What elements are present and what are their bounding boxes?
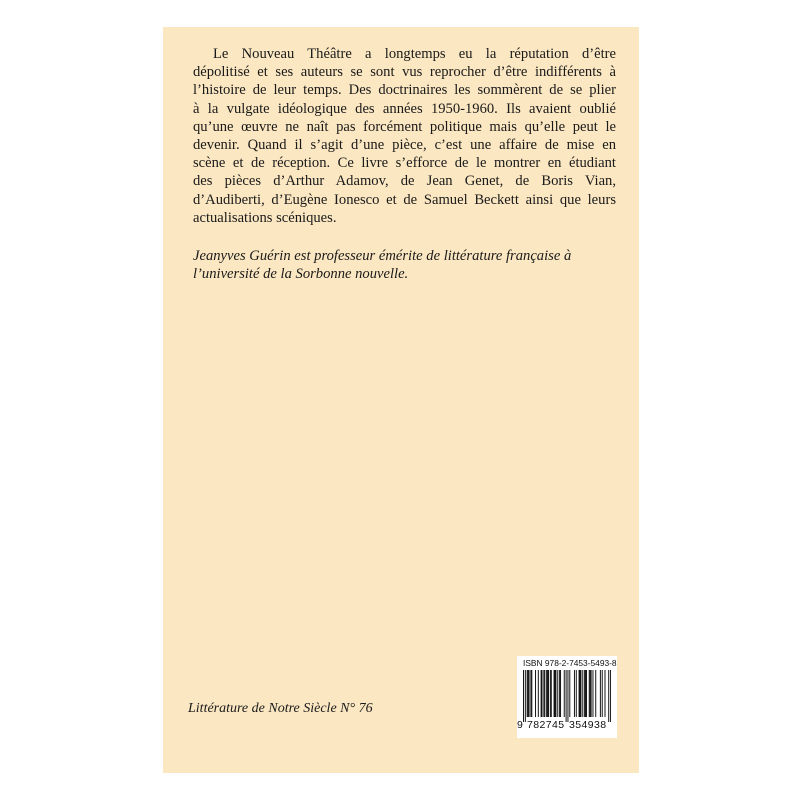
barcode-bar bbox=[564, 670, 565, 717]
barcode-bar bbox=[574, 670, 575, 717]
barcode-bar bbox=[523, 670, 524, 722]
blurb-line: des pièces d’Arthur Adamov, de Jean Genet, de Boris Vian, bbox=[193, 173, 616, 190]
blurb-line: dépolitisé et ses auteurs se sont vus reprocher d’être indifférents à bbox=[193, 64, 616, 81]
barcode-bar bbox=[579, 670, 580, 717]
barcode-bar bbox=[542, 670, 543, 717]
barcode-bar bbox=[591, 670, 592, 717]
barcode-bar bbox=[595, 670, 596, 717]
blurb-line: devenir. Quand il s’agit d’une pièce, c’est une affaire de mise en bbox=[193, 137, 616, 154]
barcode-bar bbox=[567, 670, 568, 722]
barcode-bar bbox=[559, 670, 560, 717]
barcode-bar bbox=[538, 670, 539, 717]
blurb-line: actualisations scéniques. bbox=[193, 209, 337, 226]
barcode-bar bbox=[554, 670, 555, 717]
barcode-bars bbox=[523, 670, 611, 722]
barcode-bar bbox=[550, 670, 551, 717]
barcode-bar bbox=[600, 670, 601, 717]
barcode-bar bbox=[582, 670, 583, 717]
isbn-label: ISBN 978-2-7453-5493-8 bbox=[523, 658, 617, 668]
blurb-line: scène et de réception. Ce livre s’efforce de le montrer en étudiant bbox=[193, 155, 616, 172]
barcode-bar bbox=[608, 670, 609, 722]
barcode-bar bbox=[531, 670, 532, 717]
barcode-bar bbox=[543, 670, 544, 717]
blurb-line: qu’une œuvre ne naît pas forcément politique mais qu’elle peut le bbox=[193, 118, 616, 135]
barcode-bar bbox=[610, 670, 611, 722]
barcode-bar bbox=[566, 670, 567, 722]
barcode-bar bbox=[544, 670, 545, 717]
barcode-bar bbox=[580, 670, 581, 717]
blurb-line: l’histoire de leur temps. Des doctrinaires les sommèrent de se plier bbox=[193, 82, 616, 99]
barcode-bar bbox=[605, 670, 606, 717]
blurb-paragraph bbox=[193, 45, 616, 227]
barcode-bar bbox=[569, 670, 570, 717]
barcode-bar bbox=[551, 670, 552, 717]
barcode-bar bbox=[586, 670, 587, 717]
ean-right-group: 354938 bbox=[569, 719, 607, 731]
blurb-line: Le Nouveau Théâtre a longtemps eu la réputation d’être bbox=[213, 46, 616, 62]
barcode-bar bbox=[530, 670, 531, 717]
back-cover bbox=[163, 27, 639, 773]
barcode-bar bbox=[554, 670, 555, 717]
barcode-bar bbox=[557, 670, 558, 717]
barcode-bar bbox=[541, 670, 542, 717]
barcode-bar bbox=[555, 670, 556, 717]
barcode-bar bbox=[525, 670, 526, 722]
barcode-bar bbox=[585, 670, 586, 717]
blurb-line: d’Audiberti, d’Eugène Ionesco et de Samuel Beckett ainsi que leurs bbox=[193, 191, 616, 208]
barcode-bar bbox=[589, 670, 590, 717]
barcode-bar bbox=[584, 670, 585, 717]
barcode-bar bbox=[592, 670, 593, 717]
barcode-bar bbox=[547, 670, 548, 717]
barcode-bar bbox=[602, 670, 603, 717]
ean-left-group: 782745 bbox=[527, 719, 565, 731]
barcode-bar bbox=[560, 670, 561, 717]
barcode-bar bbox=[527, 670, 528, 717]
barcode-bar bbox=[548, 670, 549, 717]
barcode-bar bbox=[535, 670, 536, 717]
barcode-bar bbox=[576, 670, 577, 717]
barcode-bar bbox=[546, 670, 547, 717]
barcode-bar bbox=[590, 670, 591, 717]
ean-lead-digit: 9 bbox=[517, 719, 523, 731]
barcode-bar bbox=[528, 670, 529, 717]
author-bio: Jeanyves Guérin est professeur émérite de littérature française à l’université de la Sorbonne nouvelle. bbox=[193, 248, 572, 283]
blurb-line: à la vulgate idéologique des années 1950-1960. Ils avaient oublié bbox=[193, 100, 616, 117]
series-title: Littérature de Notre Siècle N° 76 bbox=[188, 701, 373, 716]
barcode-bar bbox=[580, 670, 581, 717]
barcode-bar bbox=[529, 670, 530, 717]
isbn-barcode bbox=[517, 656, 617, 738]
